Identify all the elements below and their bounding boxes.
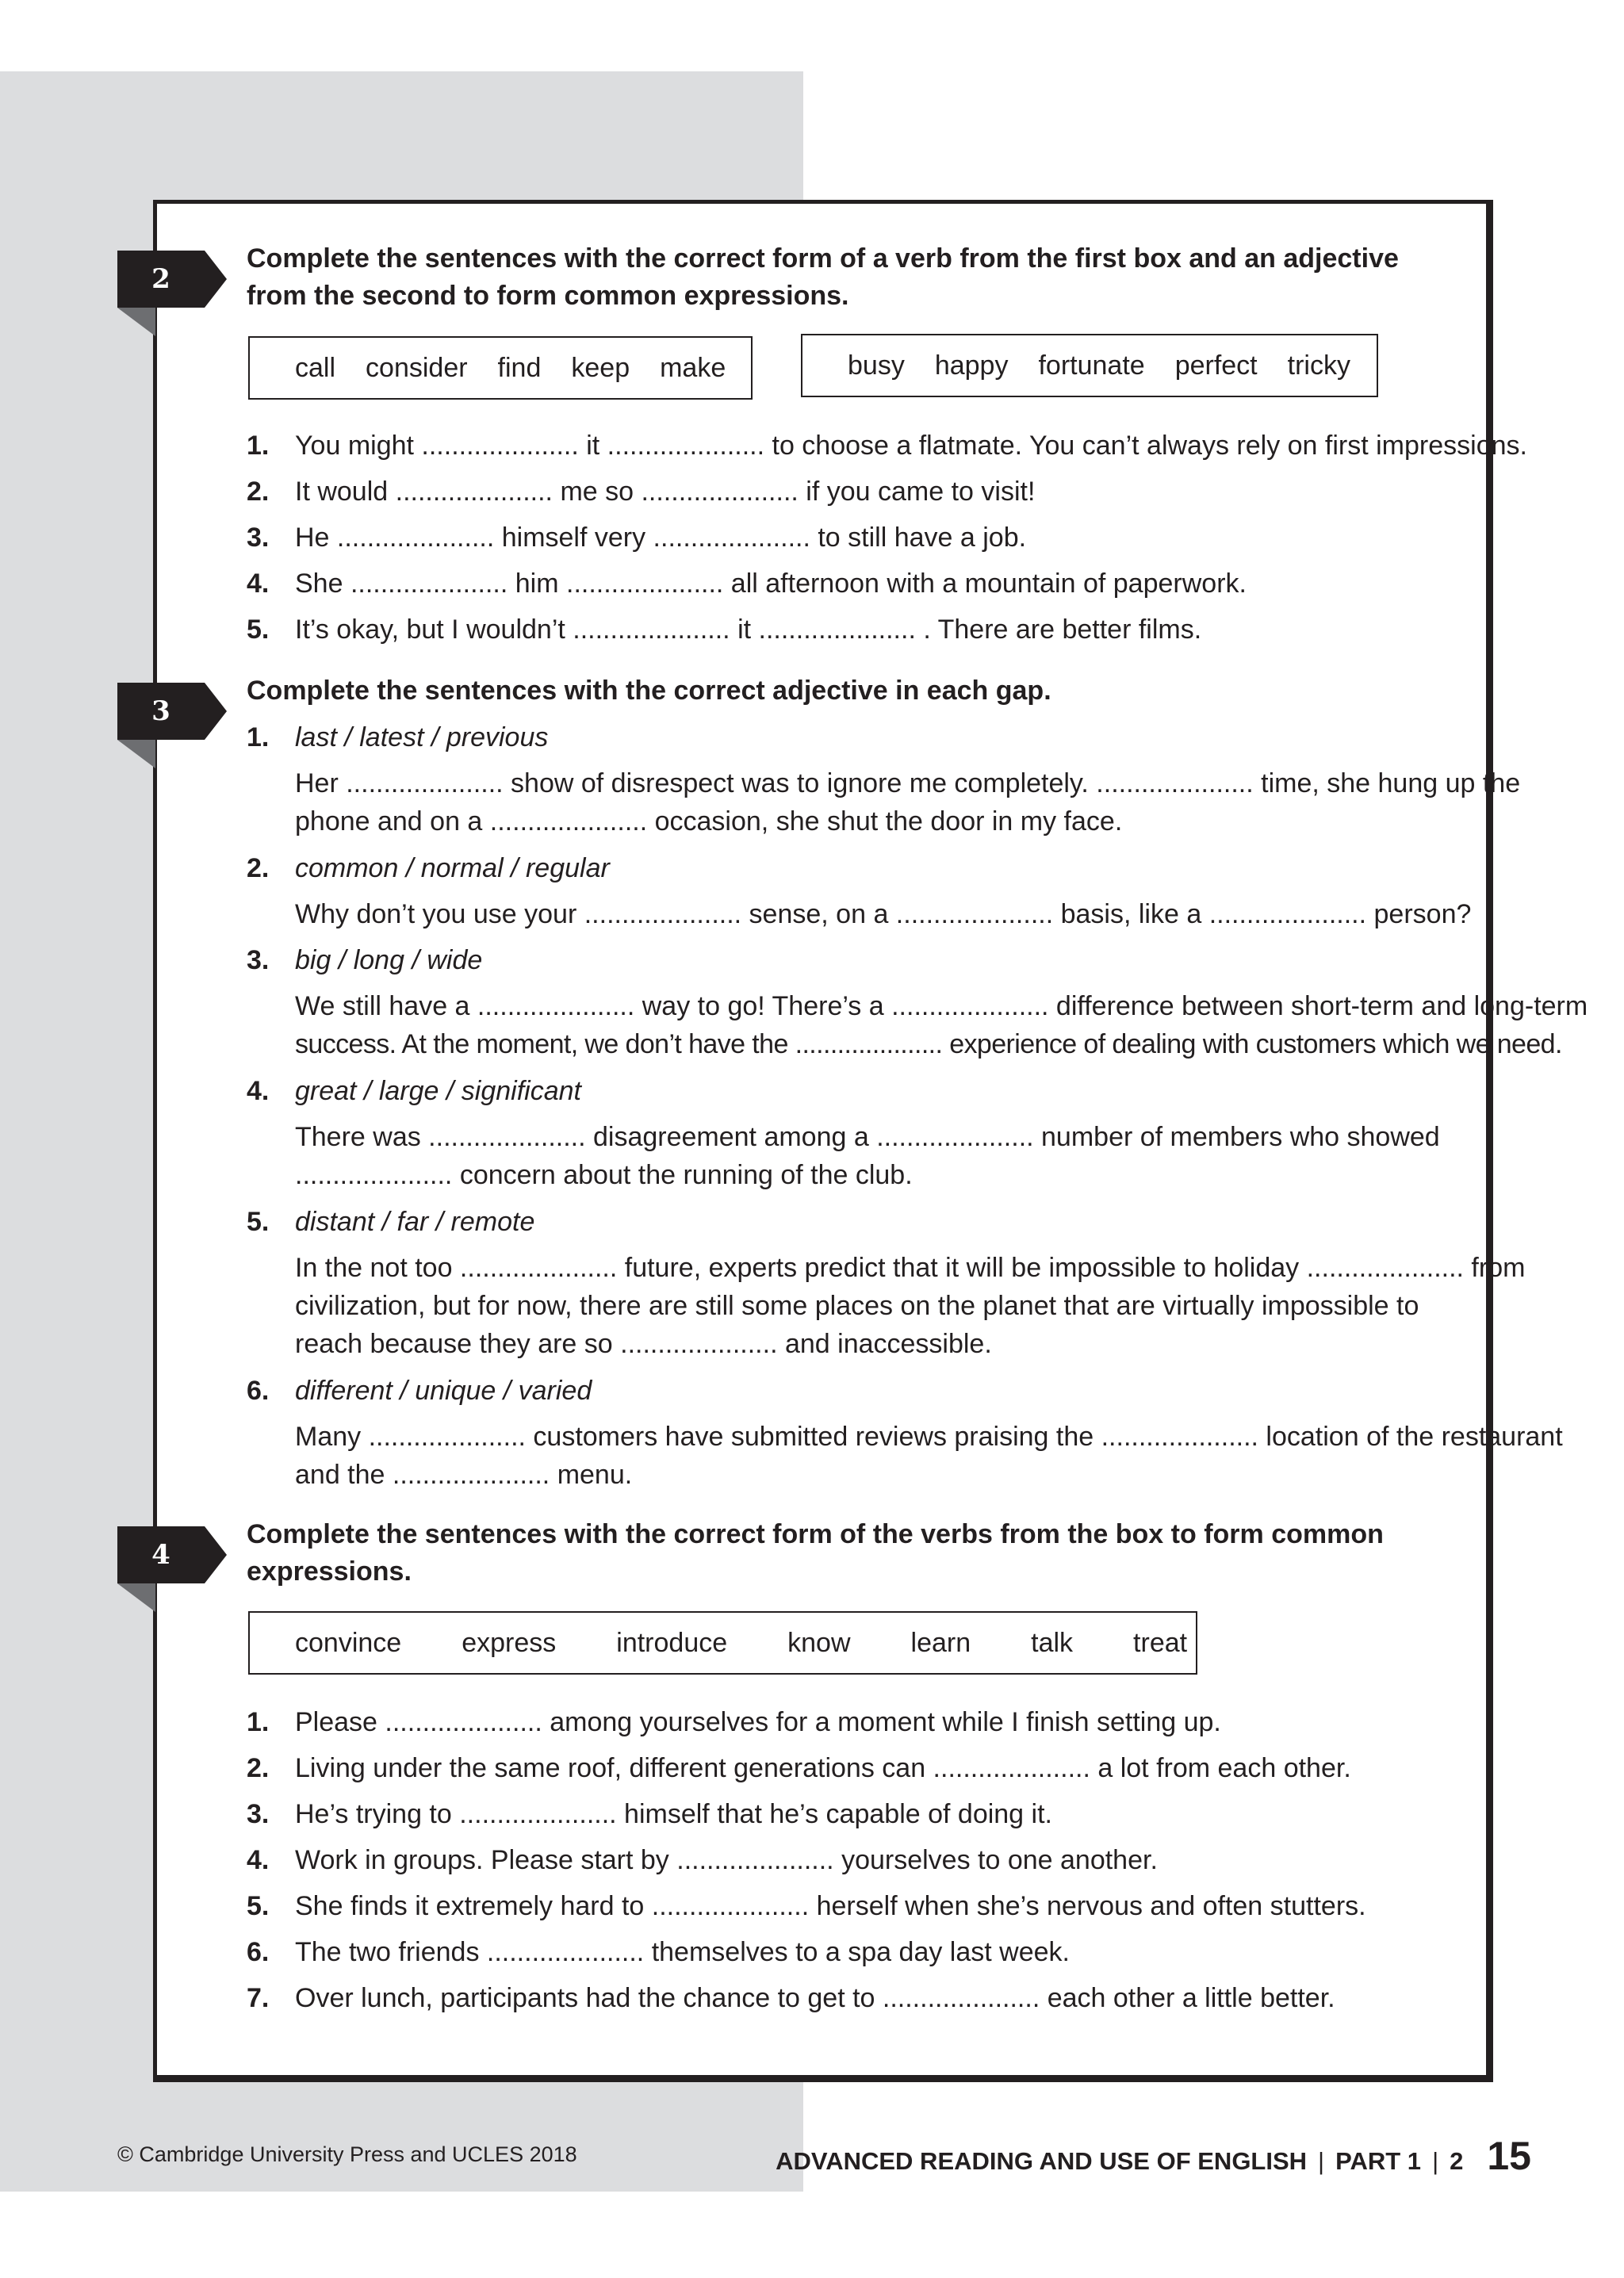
sentence-line: Why don’t you use your ..................... sense, on a ..................... basis, like a ..................... person? — [295, 899, 1472, 929]
part-label: PART 1 — [1335, 2147, 1422, 2175]
part-number: 2 — [1450, 2147, 1464, 2175]
sentence-line: There was ..................... disagreement among a ..................... number of members who showed — [295, 1122, 1440, 1152]
box-word: express — [462, 1627, 557, 1658]
box-word: perfect — [1174, 350, 1258, 381]
exercise-3-tab — [117, 683, 227, 754]
box-word: learn — [910, 1627, 971, 1658]
page-number: 15 — [1487, 2134, 1531, 2178]
box-word: convince — [295, 1627, 402, 1658]
sentence-line: We still have a ..................... way to go! There’s a ..................... difference between short-term and long-term — [295, 991, 1588, 1021]
sentence-line: reach because they are so ..................... and inaccessible. — [295, 1329, 992, 1359]
verb-box — [248, 1611, 1197, 1675]
exercise-number: 2 — [151, 263, 170, 295]
sentence-line: Many ..................... customers have submitted reviews praising the ..................... location of the restaurant — [295, 1422, 1563, 1452]
exercise-2-instruction: Complete the sentences with the correct form of a verb from the first box and an adjective from the second to form common expressions. — [247, 243, 1399, 311]
page-footer: ADVANCED READING AND USE OF ENGLISH | PART 1 | 2 15 — [776, 2134, 1531, 2178]
box-word: happy — [934, 350, 1009, 381]
box-word: treat — [1133, 1627, 1188, 1658]
box-word: find — [497, 352, 542, 383]
box-word: call — [295, 352, 336, 383]
box-word: busy — [848, 350, 905, 381]
box-word: know — [787, 1627, 851, 1658]
sentence-line: and the ..................... menu. — [295, 1460, 633, 1490]
box-word: keep — [571, 352, 630, 383]
box-word: tricky — [1287, 350, 1350, 381]
copyright: © Cambridge University Press and UCLES 2018 — [117, 2142, 577, 2166]
exercise-2-tab — [117, 251, 227, 322]
exercise-3-instruction: Complete the sentences with the correct adjective in each gap. — [247, 676, 1051, 706]
exercise-4-tab — [117, 1526, 227, 1598]
sentence-line: In the not too ..................... future, experts predict that it will be impossible to holiday ..................... from — [295, 1253, 1526, 1283]
exercise-4-instruction: Complete the sentences with the correct form of the verbs from the box to form common expressions. — [247, 1519, 1384, 1587]
box-word: introduce — [616, 1627, 728, 1658]
adjective-box — [801, 334, 1378, 397]
box-word: fortunate — [1038, 350, 1145, 381]
exercise-number: 4 — [151, 1539, 170, 1571]
verb-box — [248, 336, 753, 400]
sentence-line: Her ..................... show of disrespect was to ignore me completely. ..................... time, she hung up the — [295, 768, 1521, 798]
sentence-line: civilization, but for now, there are still some places on the planet that are virtually impossible to — [295, 1291, 1419, 1321]
book-title: ADVANCED READING AND USE OF ENGLISH — [776, 2147, 1308, 2175]
sentence-line: ..................... concern about the running of the club. — [295, 1160, 913, 1190]
box-word: make — [660, 352, 726, 383]
box-word: consider — [366, 352, 468, 383]
sentence-line: phone and on a ..................... occasion, she shut the door in my face. — [295, 806, 1123, 837]
box-word: talk — [1031, 1627, 1074, 1658]
exercise-number: 3 — [151, 695, 170, 727]
sentence-line: success. At the moment, we don’t have the ..................... experience of dealing with customers which we need. — [295, 1029, 1562, 1059]
